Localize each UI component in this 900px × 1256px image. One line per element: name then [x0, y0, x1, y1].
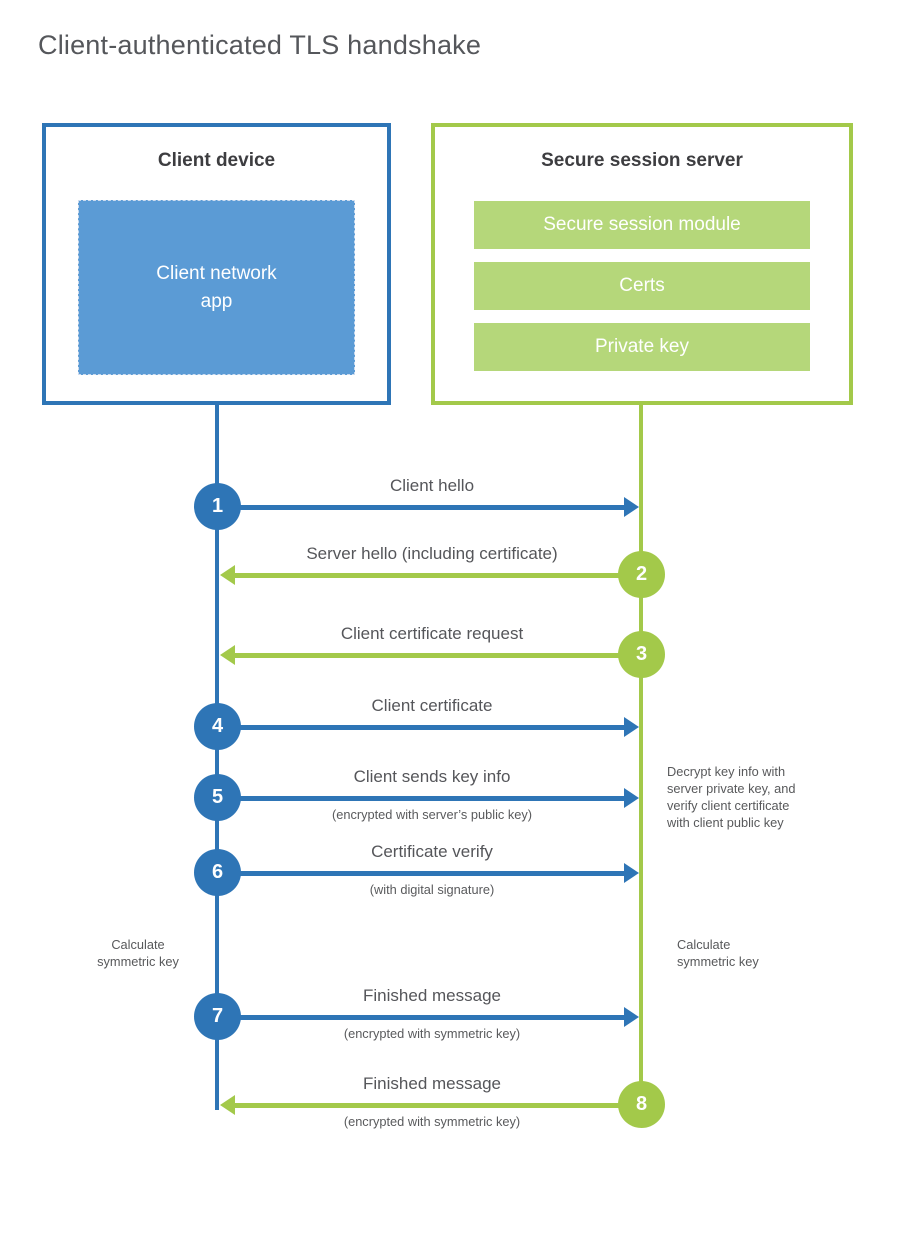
arrow-right-shaft — [239, 505, 624, 510]
step-2-label: Server hello (including certificate) — [306, 544, 558, 563]
server-module-certs: Certs — [474, 262, 810, 310]
step-8-label: Finished message — [363, 1074, 501, 1093]
arrow-left-shaft — [235, 573, 620, 578]
client-app-label-line1: Client network — [156, 262, 277, 284]
arrow-left-shaft — [235, 1103, 620, 1108]
step-4-label: Client certificate — [371, 696, 493, 715]
server-title: Secure session server — [541, 150, 743, 171]
step-8-badge: 8 — [618, 1081, 665, 1128]
calc-symmetric-key-client-note — [73, 936, 203, 970]
arrow-left-icon — [220, 645, 235, 665]
arrow-right-icon — [624, 497, 639, 517]
client-app-label-line2: app — [200, 290, 233, 312]
step-7-sublabel: (encrypted with symmetric key) — [343, 1026, 521, 1041]
step-2-badge: 2 — [618, 551, 665, 598]
calc-left-line2: symmetric key — [97, 954, 179, 969]
arrow-right-icon — [624, 863, 639, 883]
client-network-app-box — [78, 200, 355, 375]
step-5-badge: 5 — [194, 774, 241, 821]
calc-right-line2: symmetric key — [677, 954, 759, 969]
step-5-sublabel: (encrypted with server’s public key) — [331, 807, 533, 822]
server-module-private-key: Private key — [474, 323, 810, 371]
calc-right-line1: Calculate — [677, 937, 731, 952]
step-3-badge: 3 — [618, 631, 665, 678]
client-device-box — [42, 123, 391, 405]
calc-left-line1: Calculate — [111, 937, 165, 952]
diagram-title: Client-authenticated TLS handshake — [38, 30, 482, 60]
step-7-label: Finished message — [363, 986, 501, 1005]
step-6-badge: 6 — [194, 849, 241, 896]
arrow-left-icon — [220, 1095, 235, 1115]
step-6-label: Certificate verify — [371, 842, 493, 861]
step-4-badge: 4 — [194, 703, 241, 750]
step-1-badge: 1 — [194, 483, 241, 530]
arrow-right-shaft — [239, 1015, 624, 1020]
server-module-secure-session: Secure session module — [474, 201, 810, 249]
arrow-right-icon — [624, 1007, 639, 1027]
arrow-right-shaft — [239, 725, 624, 730]
step-1-label: Client hello — [389, 476, 475, 495]
decrypt-note-line4: with client public key — [667, 815, 784, 830]
decrypt-note-line1: Decrypt key info with — [667, 764, 786, 779]
arrow-right-icon — [624, 717, 639, 737]
server-lifeline — [639, 404, 643, 1106]
decrypt-note-line3: verify client certificate — [667, 798, 790, 813]
step-6-sublabel: (with digital signature) — [369, 882, 495, 897]
step-5-label: Client sends key info — [353, 767, 511, 786]
arrow-right-shaft — [239, 796, 624, 801]
step-8-sublabel: (encrypted with symmetric key) — [343, 1114, 521, 1129]
decrypt-note-line2: server private key, and — [667, 781, 796, 796]
arrow-left-icon — [220, 565, 235, 585]
calc-symmetric-key-server-note — [677, 936, 817, 970]
step-3-label: Client certificate request — [340, 624, 524, 643]
step-7-badge: 7 — [194, 993, 241, 1040]
decrypt-note — [667, 763, 796, 831]
arrow-left-shaft — [235, 653, 620, 658]
arrow-right-icon — [624, 788, 639, 808]
client-device-title: Client device — [157, 150, 276, 171]
arrow-right-shaft — [239, 871, 624, 876]
secure-session-server-box — [431, 123, 853, 405]
